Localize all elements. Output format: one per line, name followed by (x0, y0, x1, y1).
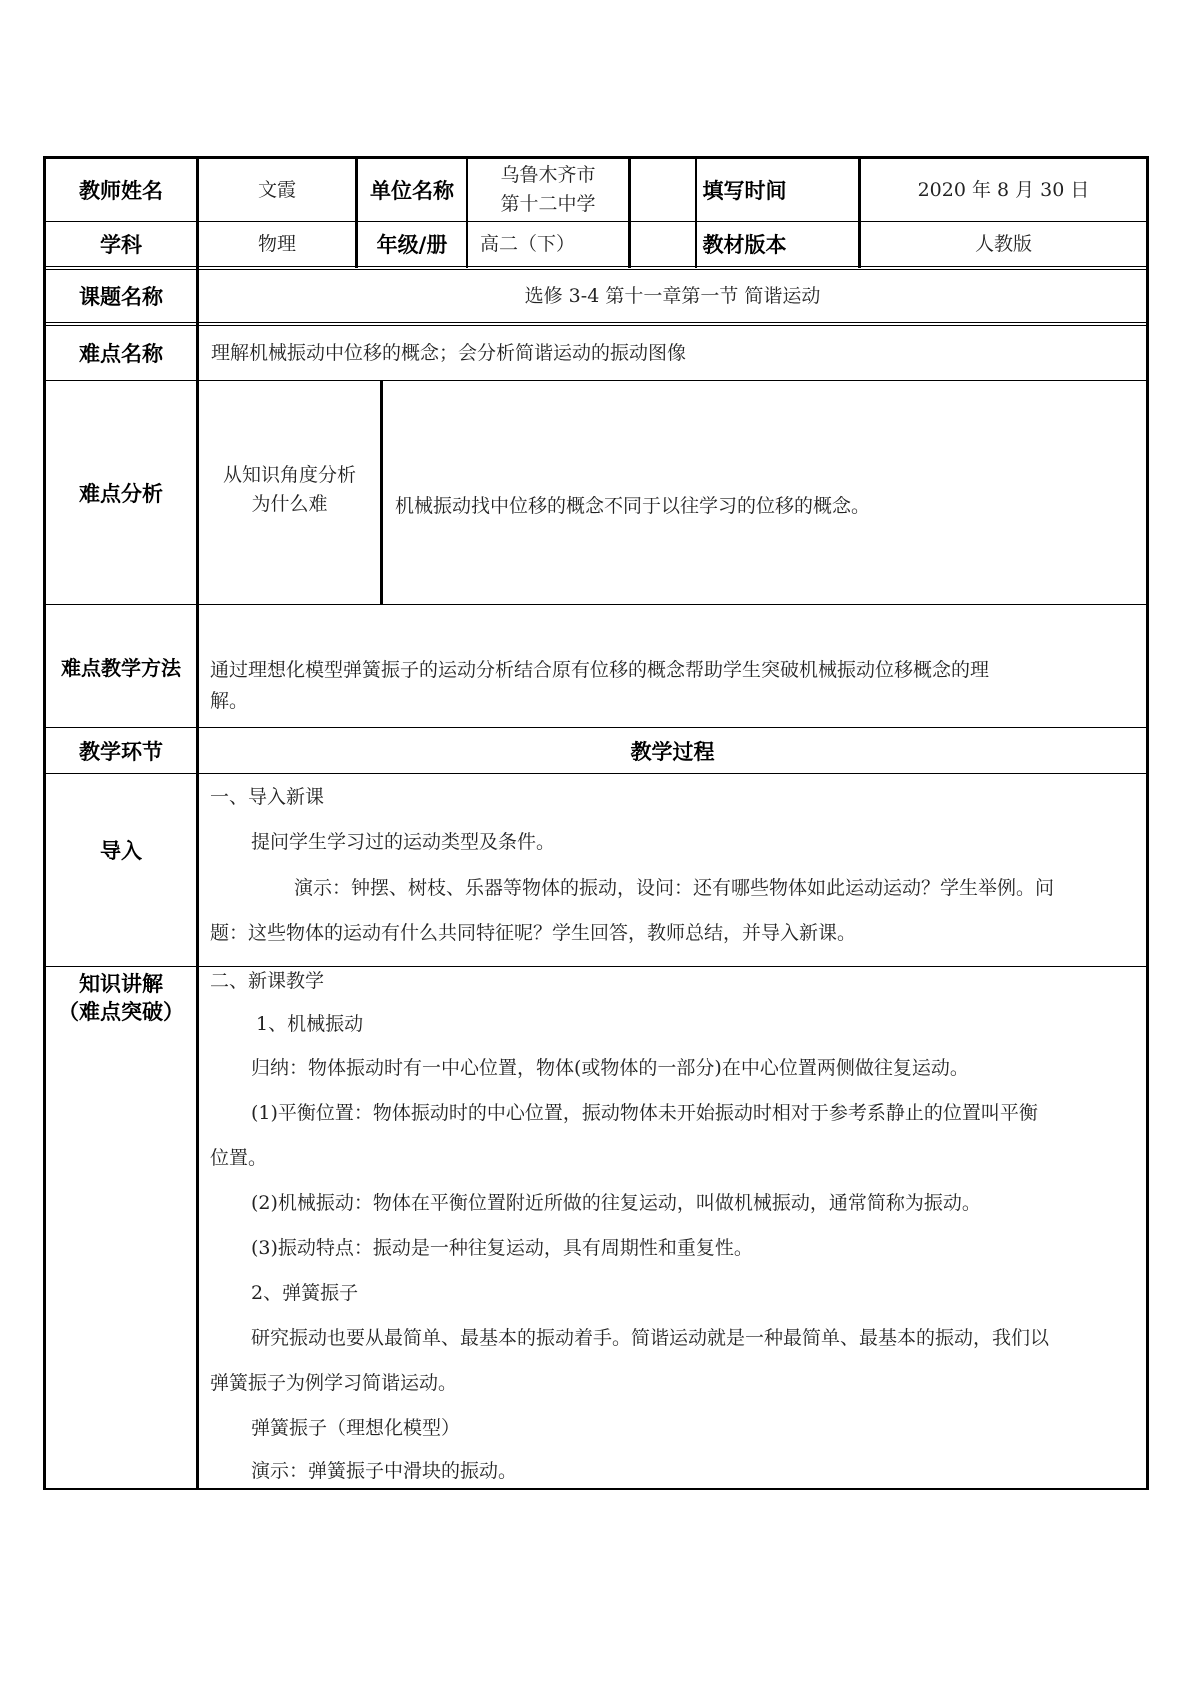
knowledge-label-line2: （难点突破） (58, 1000, 184, 1024)
knowledge-line: 弹簧振子（理想化模型） (251, 1417, 461, 1439)
fill-date-label: 填写时间 (702, 179, 787, 203)
sublabel-line1: 从知识角度分析 (222, 463, 356, 486)
topic-value: 选修 3-4 第十一章第一节 简谐运动 (524, 284, 821, 307)
teacher-name-value: 文霞 (257, 178, 296, 201)
knowledge-line: (3)振动特点：振动是一种往复运动，具有周期性和重复性。 (251, 1237, 753, 1259)
unit-name-line1: 乌鲁木齐市 (500, 164, 596, 186)
unit-name-label: 单位名称 (370, 179, 454, 203)
difficulty-name-label: 难点名称 (79, 342, 163, 366)
fill-date-value: 2020 年 8 月 30 日 (917, 178, 1090, 201)
difficulty-analysis-value: 机械振动找中位移的概念不同于以往学习的位移的概念。 (395, 495, 871, 517)
subject-value: 物理 (257, 232, 296, 255)
unit-name-value (468, 159, 628, 221)
knowledge-line: 二、新课教学 (210, 970, 325, 992)
teaching-method-label: 难点教学方法 (61, 655, 181, 680)
difficulty-name-value: 理解机械振动中位移的概念；会分析简谐运动的振动图像 (211, 341, 687, 364)
grade-label: 年级/册 (376, 233, 448, 257)
table-border-bottom (43, 1488, 1149, 1490)
subject-label: 学科 (100, 233, 142, 257)
intro-line: 提问学生学习过的运动类型及条件。 (251, 831, 556, 853)
row-divider (43, 966, 1149, 967)
knowledge-line: (2)机械振动：物体在平衡位置附近所做的往复运动，叫做机械振动，通常简称为振动。 (251, 1192, 981, 1214)
difficulty-analysis-label: 难点分析 (79, 481, 163, 506)
intro-line: 一、导入新课 (210, 786, 325, 808)
knowledge-line: 归纳：物体振动时有一中心位置，物体(或物体的一部分)在中心位置两侧做往复运动。 (251, 1057, 969, 1079)
table-border-right (1146, 156, 1149, 1490)
knowledge-line: 2、弹簧振子 (251, 1282, 359, 1304)
row-divider (43, 773, 1149, 774)
row-divider (43, 266, 1149, 267)
edition-label: 教材版本 (702, 233, 787, 257)
grade-value: 高二（下） (480, 232, 576, 255)
knowledge-label-line1: 知识讲解 (79, 972, 163, 996)
teaching-process-label: 教学过程 (630, 739, 715, 764)
knowledge-label (46, 968, 196, 1028)
teaching-stage-label: 教学环节 (79, 739, 163, 764)
unit-name-line2: 第十二中学 (500, 193, 596, 215)
sublabel-line2: 为什么难 (251, 492, 328, 515)
edition-value: 人教版 (974, 232, 1032, 255)
row-divider (43, 604, 1149, 605)
knowledge-line: (1)平衡位置：物体振动时的中心位置，振动物体未开始振动时相对于参考系静止的位置叫平衡 (251, 1102, 1038, 1124)
topic-label: 课题名称 (79, 285, 163, 309)
teaching-method-line1: 通过理想化模型弹簧振子的运动分析结合原有位移的概念帮助学生突破机械振动位移概念的理 (210, 659, 990, 681)
knowledge-line: 演示：弹簧振子中滑块的振动。 (251, 1460, 518, 1482)
knowledge-line: 研究振动也要从最简单、最基本的振动着手。简谐运动就是一种最简单、最基本的振动，我们以 (251, 1327, 1050, 1349)
intro-label: 导入 (100, 839, 142, 863)
teacher-name-label: 教师姓名 (79, 179, 163, 203)
knowledge-line: 弹簧振子为例学习简谐运动。 (210, 1372, 458, 1394)
knowledge-line: 1、机械振动 (256, 1013, 364, 1035)
row-divider (43, 322, 1149, 323)
intro-line: 题：这些物体的运动有什么共同特征呢？学生回答，教师总结，并导入新课。 (210, 922, 857, 944)
difficulty-analysis-sublabel (199, 381, 380, 604)
teaching-method-line2: 解。 (210, 690, 249, 712)
intro-line: 演示：钟摆、树枝、乐器等物体的振动，设问：还有哪些物体如此运动运动？学生举例。问 (294, 877, 1055, 899)
knowledge-line: 位置。 (210, 1147, 268, 1169)
